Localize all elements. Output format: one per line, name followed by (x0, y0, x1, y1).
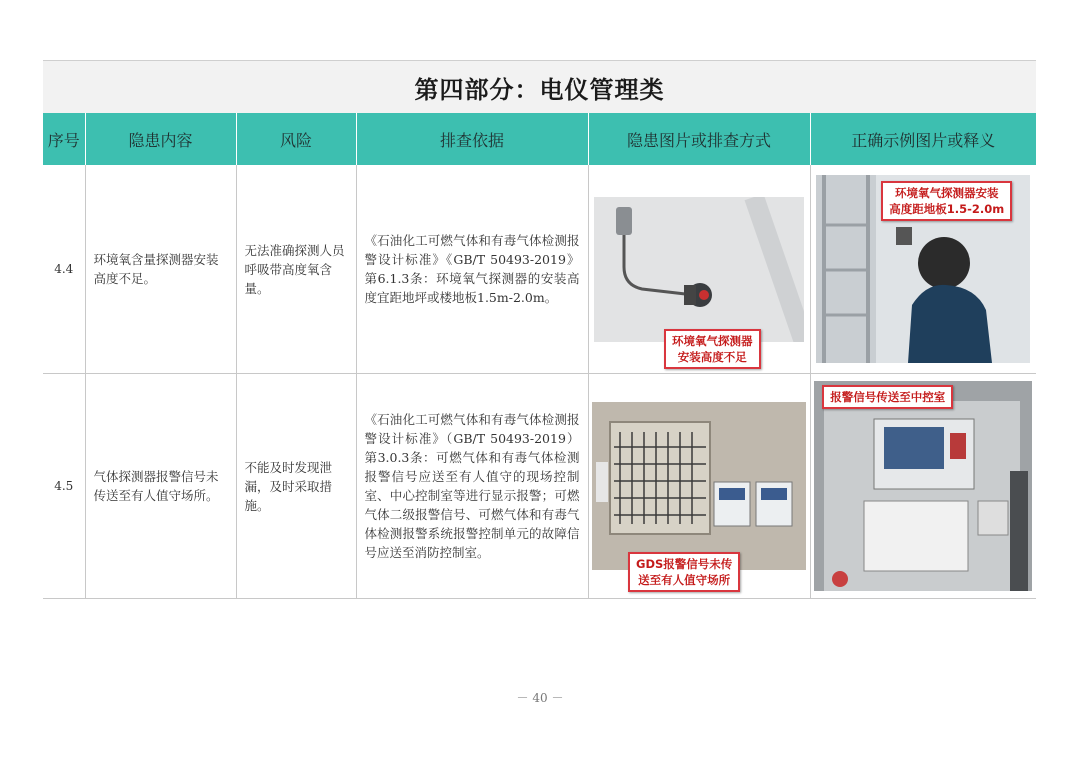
correct-image-cell (810, 374, 1036, 599)
hazard-callout (664, 329, 761, 369)
hazard-photo-gds-panel (592, 402, 806, 587)
hazard-callout-line-2: 安装高度不足 (677, 349, 747, 364)
page-number: － 40 － (516, 691, 564, 705)
header-basis: 排查依据 (356, 113, 588, 165)
header-hazard: 隐患内容 (85, 113, 236, 165)
header-hazard-image: 隐患图片或排查方式 (588, 113, 810, 165)
header-seq: 序号 (43, 113, 85, 165)
hazard-photo-oxygen-detector-low (594, 197, 804, 364)
correct-callout-line-1: 环境氧气探测器安装 (895, 186, 999, 200)
row-basis: 《石油化工可燃气体和有毒气体检测报警设计标准》（GB/T 50493-2019）第3.0.3条：可燃气体和有毒气体检测报警信号应送至有人值守的现场控制室、中心控制室等进行显示报警；可燃气体二级报警信号、可燃气体和有毒气体检测报警系统报警控制单元的故障信号应送至消防控制室。 (356, 374, 588, 599)
hazard-callout-line-1: 环境氧气探测器 (672, 333, 753, 348)
correct-callout (822, 385, 953, 409)
hazard-callout-line-2: 送至有人值守场所 (638, 573, 731, 587)
correct-callout (881, 181, 1012, 221)
table-row (43, 165, 1036, 374)
table-row (43, 374, 1036, 599)
header-risk: 风险 (236, 113, 356, 165)
hazard-image-cell (588, 165, 810, 374)
correct-image-cell (810, 165, 1036, 374)
row-basis: 《石油化工可燃气体和有毒气体检测报警设计标准》《GB/T 50493-2019》第6.1.3条：环境氧气探测器的安装高度宜距地坪或楼地板1.5m-2.0m。 (356, 165, 588, 374)
row-risk: 不能及时发现泄漏，及时采取措施。 (236, 374, 356, 599)
section-title: 第四部分：电仪管理类 (43, 60, 1036, 113)
correct-callout-line-1: 报警信号传送至中控室 (830, 390, 946, 404)
row-risk: 无法准确探测人员呼吸带高度氧含量。 (236, 165, 356, 374)
row-hazard: 环境氧含量探测器安装高度不足。 (85, 165, 236, 374)
hazard-table (43, 113, 1036, 599)
header-correct-example: 正确示例图片或释义 (810, 113, 1036, 165)
correct-callout-line-2: 高度距地板1.5-2.0m (889, 202, 1005, 216)
hazard-callout (628, 552, 740, 592)
row-hazard: 气体探测器报警信号未传送至有人值守场所。 (85, 374, 236, 599)
row-seq: 4.5 (43, 374, 85, 599)
hazard-callout-line-1: GDS报警信号未传 (636, 557, 733, 571)
correct-photo-control-room-panel (814, 381, 1032, 591)
row-seq: 4.4 (43, 165, 85, 374)
hazard-image-cell (588, 374, 810, 599)
correct-photo-oxygen-detector-height (816, 175, 1030, 363)
table-header-row (43, 113, 1036, 165)
